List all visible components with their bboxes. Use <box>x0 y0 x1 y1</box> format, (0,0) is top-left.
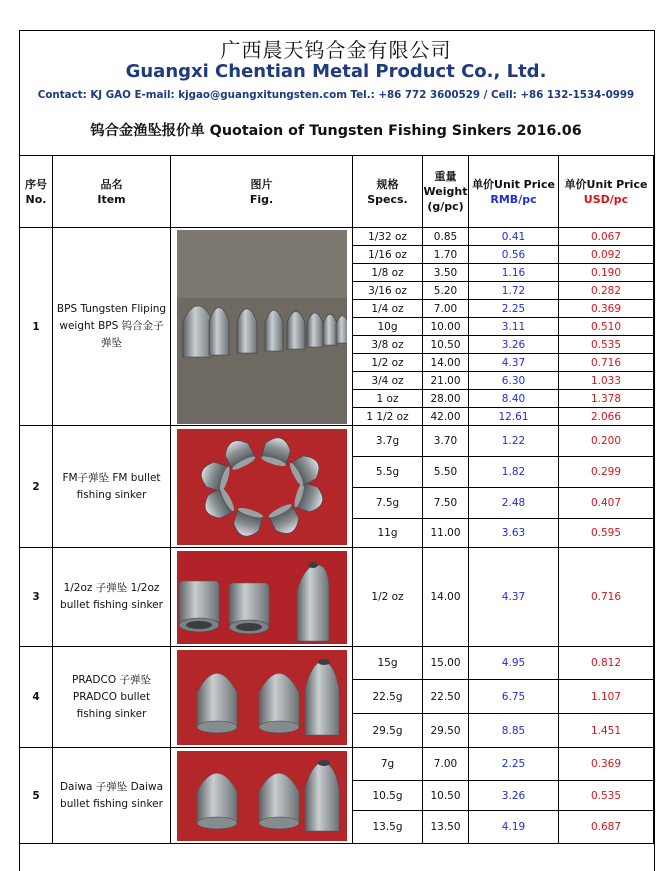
usd-price: 0.369 <box>559 300 654 318</box>
weight-cell: 7.00 <box>423 300 469 318</box>
product-number: 4 <box>20 647 53 748</box>
company-name-en: Guangxi Chentian Metal Product Co., Ltd. <box>125 61 547 82</box>
weight-cell: 10.00 <box>423 318 469 336</box>
contact-line: Contact: KJ GAO E-mail: kjgao@guangxitungsten.com Tel.: +86 772 3600529 / Cell: +86 132-1534-0999 <box>37 89 635 101</box>
bullet-sinkers-ring-photo <box>171 426 353 548</box>
product-number: 3 <box>20 548 53 647</box>
weight-cell: 14.00 <box>423 548 469 647</box>
pradco-sinkers-photo <box>171 647 353 748</box>
product-description: 1/2oz 子弹坠 1/2oz bullet fishing sinker <box>53 548 171 647</box>
usd-price: 1.033 <box>559 372 654 390</box>
rmb-price: 2.48 <box>469 488 559 519</box>
spec-cell: 15g <box>353 647 423 680</box>
spec-cell: 22.5g <box>353 680 423 714</box>
spec-cell: 1/32 oz <box>353 228 423 246</box>
usd-price: 0.200 <box>559 426 654 457</box>
product-number: 5 <box>20 748 53 844</box>
price-table <box>19 155 654 844</box>
bullet-sinkers-ring-photo-image <box>177 429 347 545</box>
spec-cell: 5.5g <box>353 457 423 488</box>
weight-cell: 15.00 <box>423 647 469 680</box>
usd-price: 0.510 <box>559 318 654 336</box>
rmb-price: 8.85 <box>469 714 559 748</box>
company-name-cn: 广西晨天钨合金有限公司 <box>220 38 452 62</box>
spec-cell: 1/4 oz <box>353 300 423 318</box>
spec-cell: 1/2 oz <box>353 548 423 647</box>
weight-cell: 10.50 <box>423 781 469 811</box>
weight-cell: 28.00 <box>423 390 469 408</box>
usd-price: 0.407 <box>559 488 654 519</box>
table-row <box>20 228 654 246</box>
usd-price: 0.812 <box>559 647 654 680</box>
pradco-sinkers-photo-image <box>177 650 347 745</box>
spec-cell: 1 1/2 oz <box>353 408 423 426</box>
spec-cell: 7.5g <box>353 488 423 519</box>
usd-price: 1.451 <box>559 714 654 748</box>
product-number: 1 <box>20 228 53 426</box>
bullet-sinker-ends-photo-image <box>177 551 347 644</box>
weight-cell: 3.50 <box>423 264 469 282</box>
usd-price: 1.378 <box>559 390 654 408</box>
column-header-row <box>20 156 654 228</box>
rmb-price: 2.25 <box>469 300 559 318</box>
spec-cell: 1/8 oz <box>353 264 423 282</box>
usd-price: 0.092 <box>559 246 654 264</box>
weight-cell: 1.70 <box>423 246 469 264</box>
spec-cell: 3.7g <box>353 426 423 457</box>
rmb-price: 4.37 <box>469 354 559 372</box>
weight-cell: 10.50 <box>423 336 469 354</box>
rmb-price: 3.63 <box>469 519 559 548</box>
product-description: FM子弹坠 FM bullet fishing sinker <box>53 426 171 548</box>
spec-cell: 3/8 oz <box>353 336 423 354</box>
usd-price: 0.535 <box>559 336 654 354</box>
spec-cell: 10g <box>353 318 423 336</box>
table-row <box>20 647 654 680</box>
spec-cell: 7g <box>353 748 423 781</box>
product-description: PRADCO 子弹坠 PRADCO bullet fishing sinker <box>53 647 171 748</box>
weight-cell: 11.00 <box>423 519 469 548</box>
usd-price: 0.716 <box>559 548 654 647</box>
table-row <box>20 548 654 647</box>
rmb-price: 4.37 <box>469 548 559 647</box>
usd-price: 1.107 <box>559 680 654 714</box>
rmb-price: 3.11 <box>469 318 559 336</box>
spec-cell: 1/16 oz <box>353 246 423 264</box>
bullet-sinker-ends-photo <box>171 548 353 647</box>
weight-cell: 3.70 <box>423 426 469 457</box>
usd-price: 0.190 <box>559 264 654 282</box>
weight-cell: 5.20 <box>423 282 469 300</box>
bullet-sinkers-row-photo-image <box>177 230 347 424</box>
rmb-price: 0.41 <box>469 228 559 246</box>
usd-price: 0.716 <box>559 354 654 372</box>
weight-cell: 0.85 <box>423 228 469 246</box>
weight-cell: 42.00 <box>423 408 469 426</box>
weight-cell: 29.50 <box>423 714 469 748</box>
bullet-sinkers-row-photo <box>171 228 353 426</box>
col-header-usd: 单价Unit Price USD/pc <box>559 156 654 228</box>
rmb-price: 3.26 <box>469 336 559 354</box>
spec-cell: 3/16 oz <box>353 282 423 300</box>
rmb-price: 2.25 <box>469 748 559 781</box>
daiwa-sinkers-photo <box>171 748 353 844</box>
spec-cell: 1/2 oz <box>353 354 423 372</box>
rmb-price: 1.22 <box>469 426 559 457</box>
weight-cell: 13.50 <box>423 811 469 844</box>
col-header-rmb: 单价Unit Price RMB/pc <box>469 156 559 228</box>
quotation-header <box>19 30 653 155</box>
usd-price: 0.369 <box>559 748 654 781</box>
rmb-price: 1.82 <box>469 457 559 488</box>
col-header-no: 序号 No. <box>20 156 53 228</box>
usd-price: 0.687 <box>559 811 654 844</box>
rmb-price: 4.95 <box>469 647 559 680</box>
spec-cell: 3/4 oz <box>353 372 423 390</box>
spec-cell: 1 oz <box>353 390 423 408</box>
product-number: 2 <box>20 426 53 548</box>
weight-cell: 5.50 <box>423 457 469 488</box>
quotation-title: 钨合金渔坠报价单 Quotaion of Tungsten Fishing Sinkers 2016.06 <box>90 123 582 139</box>
weight-cell: 21.00 <box>423 372 469 390</box>
rmb-price: 0.56 <box>469 246 559 264</box>
rmb-price: 6.30 <box>469 372 559 390</box>
col-header-fig: 图片 Fig. <box>171 156 353 228</box>
rmb-price: 8.40 <box>469 390 559 408</box>
spec-cell: 11g <box>353 519 423 548</box>
spec-cell: 29.5g <box>353 714 423 748</box>
col-header-item: 品名 Item <box>53 156 171 228</box>
product-description: BPS Tungsten Fliping weight BPS 钨合金子弹坠 <box>53 228 171 426</box>
usd-price: 0.299 <box>559 457 654 488</box>
daiwa-sinkers-photo-image <box>177 751 347 841</box>
weight-cell: 14.00 <box>423 354 469 372</box>
rmb-price: 12.61 <box>469 408 559 426</box>
col-header-weight: 重量 Weight (g/pc) <box>423 156 469 228</box>
rmb-price: 3.26 <box>469 781 559 811</box>
usd-price: 2.066 <box>559 408 654 426</box>
usd-price: 0.535 <box>559 781 654 811</box>
usd-price: 0.067 <box>559 228 654 246</box>
col-header-specs: 规格 Specs. <box>353 156 423 228</box>
rmb-price: 1.72 <box>469 282 559 300</box>
spec-cell: 13.5g <box>353 811 423 844</box>
weight-cell: 7.00 <box>423 748 469 781</box>
usd-price: 0.595 <box>559 519 654 548</box>
table-row <box>20 426 654 457</box>
spec-cell: 10.5g <box>353 781 423 811</box>
weight-cell: 22.50 <box>423 680 469 714</box>
rmb-price: 1.16 <box>469 264 559 282</box>
weight-cell: 7.50 <box>423 488 469 519</box>
usd-price: 0.282 <box>559 282 654 300</box>
rmb-price: 6.75 <box>469 680 559 714</box>
product-description: Daiwa 子弹坠 Daiwa bullet fishing sinker <box>53 748 171 844</box>
table-row <box>20 748 654 781</box>
rmb-price: 4.19 <box>469 811 559 844</box>
